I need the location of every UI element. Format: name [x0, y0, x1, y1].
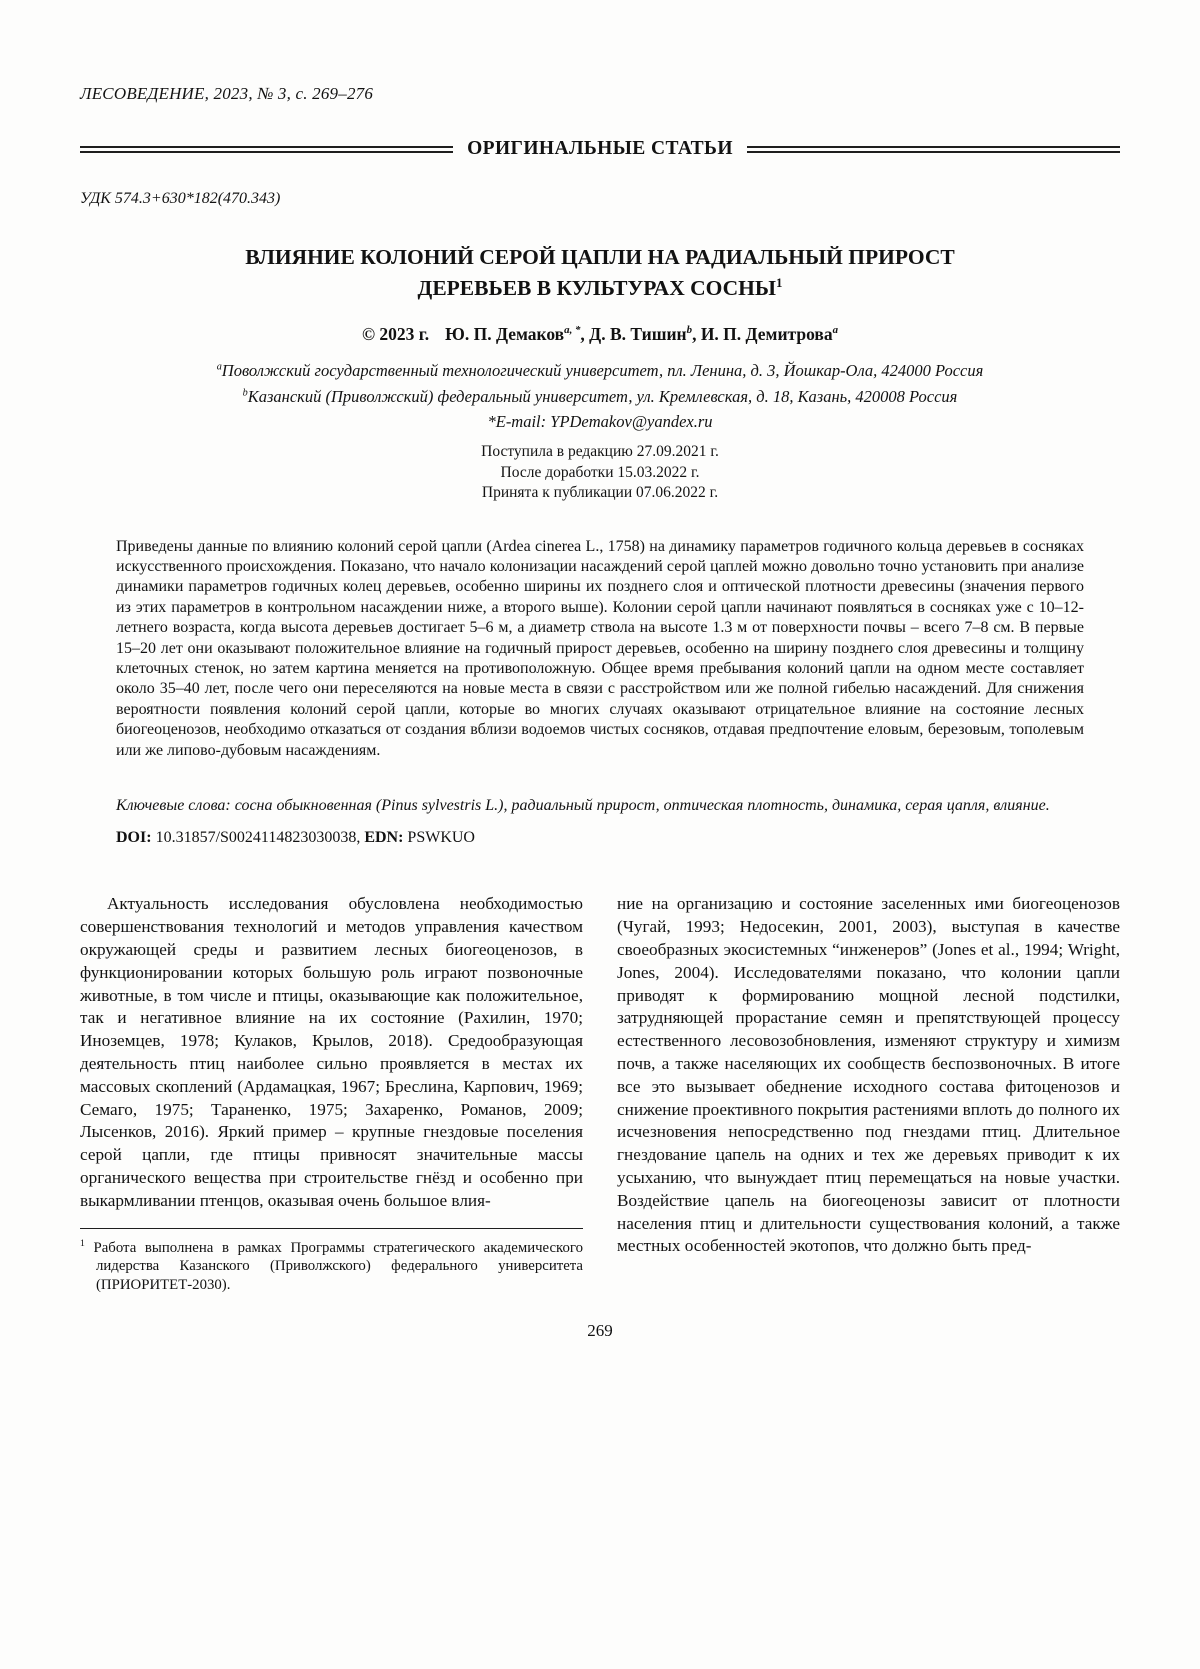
keywords-text: сосна обыкновенная (Pinus sylvestris L.), радиальный прирост, оптическая плотность, динамика, серая цапля, влияние. [230, 796, 1050, 814]
udc-line: УДК 574.3+630*182(470.343) [80, 190, 281, 207]
page-number: 269 [587, 1320, 613, 1340]
double-rule-right [747, 146, 1120, 153]
journal-header-line: ЛЕСОВЕДЕНИЕ, 2023, № 3, с. 269–276 [80, 84, 374, 103]
affiliation-b-marker: b [242, 387, 248, 399]
body-right-column [617, 893, 1120, 1294]
author-separator-2: , [692, 324, 701, 345]
author-separator-1: , [580, 324, 590, 345]
double-rule-left [80, 146, 453, 153]
affiliation-a-text: Поволжский государственный технологический университет, пл. Ленина, д. 3, Йошкар-Ола, 424000 Россия [221, 361, 984, 381]
affiliation-b [80, 384, 1120, 410]
title-footnote-marker: 1 [776, 275, 783, 290]
title-line-2: ДЕРЕВЬЕВ В КУЛЬТУРАХ СОСНЫ [417, 275, 776, 300]
edn-value: PSWKUO [403, 829, 475, 847]
author-name-3: И. П. Демитрова [700, 324, 833, 345]
article-title [90, 242, 1110, 303]
doi-value: 10.31857/S0024114823030038, [151, 829, 365, 847]
accepted-line: Принята к публикации 07.06.2022 г. [481, 484, 719, 502]
doi-line [116, 829, 1084, 847]
affiliations-block [80, 358, 1120, 409]
author-name-2: Д. В. Тишин [589, 324, 687, 345]
authors-line [80, 324, 1120, 345]
edn-label: EDN: [364, 829, 404, 847]
author-superscript-1: a, * [564, 324, 581, 337]
article-history [80, 442, 1120, 503]
affiliation-a [80, 358, 1120, 384]
received-line: Поступила в редакцию 27.09.2021 г. [481, 443, 719, 461]
doi-label: DOI: [116, 829, 152, 847]
keywords-label: Ключевые слова: [116, 796, 231, 814]
keywords-line [116, 796, 1084, 816]
copyright-notice: © 2023 г. [361, 324, 430, 345]
footnote-text: Работа выполнена в рамках Программы стратегического академического лидерства Казанского (Приволжского) федерального университета (ПРИОРИТЕТ-2030). [84, 1239, 583, 1294]
title-line-1: ВЛИЯНИЕ КОЛОНИЙ СЕРОЙ ЦАПЛИ НА РАДИАЛЬНЫЙ ПРИРОСТ [245, 245, 955, 269]
affiliation-a-marker: a [216, 361, 222, 373]
affiliation-b-text: Казанский (Приволжский) федеральный университет, ул. Кремлевская, д. 18, Казань, 420008 Россия [247, 386, 958, 406]
email-line: *E-mail: YPDemakov@yandex.ru [487, 412, 713, 432]
section-title: ОРИГИНАЛЬНЫЕ СТАТЬИ [467, 138, 733, 159]
abstract-text: Приведены данные по влиянию колоний серой цапли (Ardea cinerea L., 1758) на динамику параметров годичного кольца деревьев в сосняках искусственного происхождения. Показано, что начало колонизации насаждений серой цаплей можно довольно точно установить при анализе динамики параметров годичных колец деревьев, особенно ширины их позднего слоя и оптической плотности древесины (значения первого из этих параметров в контрольном насаждении ниже, а второго выше). Колонии серой цапли начинают появляться в сосняках уже с 10–12-летнего возраста, когда высота деревьев достигает 5–6 м, а диаметр ствола на высоте 1.3 м от поверхности почвы – всего 7–8 см. В первые 15–20 лет они оказывают положительное влияние на годичный прирост деревьев, особенно на ширину позднего слоя древесины и толщину клеточных стенок, но затем картина меняется на противоположную. Общее время пребывания колоний цапли на одном месте составляет около 35–40 лет, после чего они переселяются на новые места в связи с расстройством или же полной гибелью насаждений. Для снижения вероятности появления колоний серой цапли, которые во многих случаях оказывают отрицательное влияние на состояние лесных биогеоценозов, необходимо отказаться от создания вблизи водоемов чистых сосняков, отдавая предпочтение еловым, березовым, тополевым или же липово-дубовым насаждениям. [116, 537, 1084, 759]
body-paragraph-right: ние на организацию и состояние заселенных ими биогеоценозов (Чугай, 1993; Недосекин, 2001, 2003), выступая в качестве своеобразных экосистемных “инженеров” (Jones et al., 1994; Wright, Jones, 2004). Исследователями показано, что колонии цапли приводят к формированию мощной лесной подстилки, затрудняющей прорастание семян и препятствующей процессу естественного лесовозобновления, изменяют структуру и химизм почв, а также населяющих их сообществ беспозвоночных. В итоге все это вызывает обеднение исходного состава фитоценозов и снижение проективного покрытия растениями вплоть до полного их исчезновения непосредственно под гнездами птиц. Длительное гнездование цапель на одних и тех же деревьях приводит к их усыханию, что вынуждает птиц перемещаться на новые участки. Воздействие цапель на биогеоценозы зависит от плотности населения птиц и длительности существования колоний, а также местных особенностей экотопов, что должно быть пред- [617, 894, 1120, 1256]
body-paragraph-left: Актуальность исследования обусловлена необходимостью совершенствования технологий и методов управления качеством окружающей среды и развитием лесных биогеоценозов, в функционировании которых большую роль играют позвоночные животные, в том числе и птицы, оказывающие как положительное, так и негативное влияние на их состояние (Рахилин, 1970; Иноземцев, 1978; Кулаков, Крылов, 2018). Средообразующая деятельность птиц наиболее сильно проявляется в местах их массовых скоплений (Ардамацкая, 1967; Бреслина, Карпович, 1969; Семаго, 1975; Тараненко, 1975; Захаренко, Романов, 2009; Лысенков, 2016). Яркий пример – крупные гнездовые поселения серой цапли, где птицы привносят значительные массы органического вещества при строительстве гнёзд и особенно при выкармливании птенцов, оказывая очень большое влия- [80, 894, 583, 1210]
author-name-1: Ю. П. Демаков [445, 324, 565, 345]
author-superscript-3: a [832, 324, 839, 337]
revised-line: После доработки 15.03.2022 г. [500, 463, 700, 481]
footnote [80, 1228, 583, 1295]
footnote-line [80, 1235, 583, 1295]
author-superscript-2: b [686, 324, 693, 337]
footnote-marker: 1 [80, 1237, 85, 1249]
section-banner [80, 138, 1120, 160]
body-columns [80, 893, 1120, 1294]
body-left-column [80, 893, 583, 1294]
